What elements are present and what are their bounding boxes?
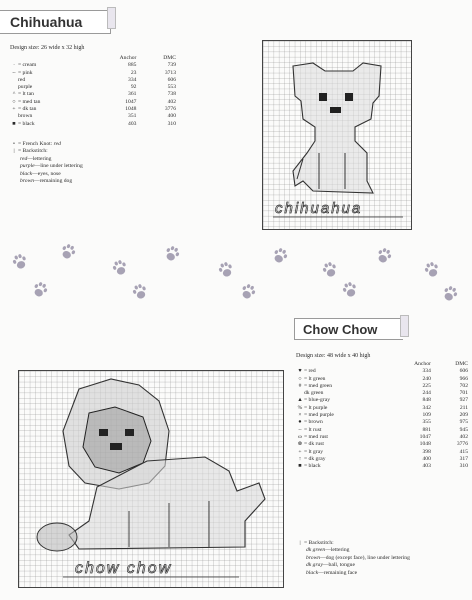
color-name: ~ = pink bbox=[8, 70, 89, 77]
dmc-number: 606 bbox=[459, 368, 468, 375]
stitch-symbol: + bbox=[298, 448, 302, 455]
anchor-number: 342 bbox=[422, 404, 431, 411]
color-key-row bbox=[294, 456, 470, 463]
chihuahua-pattern bbox=[263, 41, 411, 229]
dmc-number: 739 bbox=[167, 62, 176, 69]
dmc-header: DMC bbox=[163, 55, 176, 61]
anchor-number: 351 bbox=[128, 113, 137, 120]
paw-print-icon bbox=[11, 253, 28, 271]
chow-face-shape bbox=[83, 407, 151, 473]
paw-print-border bbox=[0, 240, 472, 310]
paw-print-icon bbox=[375, 246, 393, 264]
chow-ball bbox=[37, 523, 77, 551]
backstitch-line: brown—dog (except face), line under lettering bbox=[306, 554, 410, 561]
anchor-number: 240 bbox=[422, 375, 431, 382]
color-name: red bbox=[18, 76, 26, 83]
dmc-number: 3776 bbox=[164, 106, 176, 113]
anchor-number: 355 bbox=[422, 419, 431, 426]
paw-print-icon bbox=[217, 261, 234, 279]
color-name: × = med purple bbox=[294, 412, 387, 419]
french-knot-note: • = French Knot: red bbox=[13, 141, 61, 147]
dmc-number: 3713 bbox=[164, 69, 176, 76]
backstitch-label: | = Backstitch: bbox=[299, 540, 334, 546]
color-name: + = dk tan bbox=[8, 106, 89, 113]
dmc-number: 975 bbox=[459, 419, 468, 426]
anchor-number: 23 bbox=[130, 69, 137, 76]
backstitch-line: dk green—lettering bbox=[306, 547, 350, 554]
chihuahua-design-size: Design size: 26 wide x 32 high bbox=[10, 45, 85, 51]
dmc-number: 310 bbox=[167, 120, 176, 127]
stitch-symbol: ■ bbox=[298, 463, 302, 470]
chow-title: Chow Chow bbox=[303, 322, 378, 337]
stitch-symbol: ↑ bbox=[298, 455, 302, 462]
chow-design-size: Design size: 48 wide x 40 high bbox=[296, 353, 371, 359]
stitch-symbol: ▲ bbox=[297, 397, 303, 404]
stitch-symbol: + bbox=[12, 106, 16, 113]
color-key-row bbox=[294, 412, 470, 419]
chow-stitch-notes bbox=[296, 540, 410, 577]
anchor-number: 403 bbox=[128, 120, 137, 127]
color-key-row bbox=[294, 376, 470, 383]
anchor-number: 109 bbox=[422, 412, 431, 419]
backstitch-line: brown—remaining dog bbox=[20, 178, 73, 185]
dmc-number: 211 bbox=[459, 404, 468, 411]
stitch-symbol: ♥ bbox=[298, 368, 302, 375]
chow-lettering: chow chow bbox=[75, 560, 173, 577]
color-name: dk green bbox=[304, 390, 324, 397]
anchor-number: 244 bbox=[422, 390, 431, 397]
dmc-number: 317 bbox=[459, 455, 468, 462]
color-key-row bbox=[294, 390, 470, 397]
stitch-symbol: · bbox=[13, 62, 15, 69]
chow-color-key bbox=[294, 361, 470, 470]
dmc-number: 927 bbox=[459, 397, 468, 404]
chow-chart-grid bbox=[18, 370, 284, 588]
stitch-symbol: ○ bbox=[12, 98, 16, 105]
backstitch-line: purple—line under lettering bbox=[20, 163, 83, 170]
paw-print-icon bbox=[341, 281, 358, 299]
dmc-number: 606 bbox=[167, 76, 176, 83]
stitch-symbol: ■ bbox=[12, 120, 16, 127]
stitch-symbol: ~ bbox=[12, 69, 16, 76]
color-name: ⊗ = dk rust bbox=[297, 441, 324, 448]
stitch-symbol: % bbox=[297, 404, 303, 411]
color-name: ^ = lt tan bbox=[8, 91, 89, 98]
paw-print-icon bbox=[239, 282, 257, 300]
color-key-row bbox=[294, 427, 470, 434]
color-name: ♥ = red bbox=[294, 368, 387, 375]
color-key-row bbox=[8, 62, 178, 69]
color-key-row bbox=[294, 405, 470, 412]
chihuahua-stitch-notes bbox=[10, 141, 83, 185]
color-name: purple bbox=[18, 84, 33, 91]
color-name: brown bbox=[18, 113, 33, 120]
paw-print-icon bbox=[31, 280, 49, 298]
color-name: ▲= blue-gray bbox=[297, 397, 330, 404]
color-key-row bbox=[8, 121, 178, 128]
dmc-number: 209 bbox=[459, 412, 468, 419]
paw-print-icon bbox=[321, 261, 338, 279]
color-name: # = med green bbox=[294, 383, 387, 390]
anchor-number: 92 bbox=[130, 84, 137, 91]
anchor-number: 361 bbox=[128, 91, 137, 98]
backstitch-line: red—lettering bbox=[20, 155, 52, 162]
color-name: % = lt purple bbox=[297, 404, 328, 411]
anchor-number: 1048 bbox=[125, 106, 137, 113]
dmc-number: 400 bbox=[167, 113, 176, 120]
paw-print-icon bbox=[423, 261, 440, 279]
paw-print-icon bbox=[271, 246, 289, 264]
color-key-row bbox=[8, 106, 178, 113]
dmc-number: 3776 bbox=[456, 441, 468, 448]
anchor-number: 400 bbox=[422, 455, 431, 462]
stitch-symbol: ω bbox=[298, 433, 302, 440]
stitch-symbol: # bbox=[298, 382, 302, 389]
anchor-number: 1048 bbox=[419, 441, 431, 448]
backstitch-label: | = Backstitch: bbox=[13, 148, 48, 155]
anchor-number: 225 bbox=[422, 382, 431, 389]
anchor-number: 881 bbox=[422, 426, 431, 433]
chihuahua-title: Chihuahua bbox=[10, 14, 83, 30]
paw-print-icon bbox=[441, 284, 459, 302]
dmc-number: 553 bbox=[167, 84, 176, 91]
stitch-symbol: ● bbox=[298, 419, 302, 426]
stitch-symbol: × bbox=[298, 412, 302, 419]
color-key-row bbox=[294, 441, 470, 448]
anchor-header: Anchor bbox=[119, 55, 137, 61]
dmc-number: 402 bbox=[167, 98, 176, 105]
chihuahua-lettering: chihuahua bbox=[275, 200, 363, 217]
paw-print-icon bbox=[131, 283, 148, 301]
color-key-row bbox=[8, 113, 178, 120]
color-name: ~ = lt rust bbox=[294, 427, 387, 434]
anchor-number: 848 bbox=[422, 397, 431, 404]
color-key-row bbox=[8, 77, 178, 84]
anchor-number: 334 bbox=[128, 76, 137, 83]
anchor-number: 334 bbox=[422, 368, 431, 375]
dmc-number: 702 bbox=[459, 382, 468, 389]
dmc-number: 701 bbox=[459, 390, 468, 397]
chihuahua-title-box bbox=[0, 10, 111, 34]
anchor-number: 1047 bbox=[125, 98, 137, 105]
color-name: ○ = med tan bbox=[8, 99, 89, 106]
color-key-row bbox=[8, 84, 178, 91]
chow-pattern bbox=[19, 371, 283, 587]
paw-print-icon bbox=[163, 244, 181, 262]
stitch-symbol: ⊗ bbox=[297, 441, 303, 448]
color-name: ○ = lt green bbox=[294, 376, 387, 383]
stitch-symbol: ^ bbox=[12, 91, 16, 98]
color-key-row bbox=[294, 383, 470, 390]
color-key-row bbox=[294, 463, 470, 470]
color-key-row bbox=[294, 419, 470, 426]
title-tab-decoration bbox=[400, 315, 409, 337]
color-name: ● = brown bbox=[294, 419, 387, 426]
color-name: ■ = black bbox=[8, 121, 89, 128]
color-key-row bbox=[8, 70, 178, 77]
chihuahua-chart-grid bbox=[262, 40, 412, 230]
color-name: ω = med rust bbox=[294, 434, 387, 441]
color-name: · = cream bbox=[8, 62, 89, 69]
title-tab-decoration bbox=[107, 7, 116, 29]
anchor-number: 398 bbox=[422, 448, 431, 455]
dmc-number: 415 bbox=[459, 448, 468, 455]
color-key-row bbox=[294, 449, 470, 456]
anchor-number: 403 bbox=[422, 463, 431, 470]
backstitch-line: black—eyes, nose bbox=[20, 170, 61, 177]
color-name: + = lt gray bbox=[294, 449, 387, 456]
anchor-number: 885 bbox=[128, 62, 137, 69]
dmc-number: 738 bbox=[167, 91, 176, 98]
color-key-row bbox=[8, 91, 178, 98]
anchor-header: Anchor bbox=[414, 361, 431, 367]
dmc-header: DMC bbox=[455, 361, 468, 367]
color-key-row bbox=[8, 99, 178, 106]
color-name: ■ = black bbox=[294, 463, 387, 470]
dmc-number: 402 bbox=[459, 433, 468, 440]
chihuahua-color-key bbox=[8, 55, 178, 128]
dmc-number: 310 bbox=[459, 463, 468, 470]
color-key-row bbox=[294, 368, 470, 375]
dmc-number: 945 bbox=[459, 426, 468, 433]
anchor-number: 1047 bbox=[419, 433, 431, 440]
backstitch-line: dk gray—ball, tongue bbox=[306, 562, 355, 569]
stitch-symbol: ~ bbox=[298, 426, 302, 433]
chow-title-box bbox=[294, 318, 403, 340]
backstitch-line: black—remaining face bbox=[306, 569, 358, 576]
paw-print-icon bbox=[111, 259, 128, 277]
dmc-number: 966 bbox=[459, 375, 468, 382]
color-key-row bbox=[294, 434, 470, 441]
color-key-row bbox=[294, 397, 470, 404]
paw-print-icon bbox=[59, 242, 77, 260]
stitch-symbol: ○ bbox=[298, 375, 302, 382]
color-name: ↑ = dk gray bbox=[294, 456, 387, 463]
